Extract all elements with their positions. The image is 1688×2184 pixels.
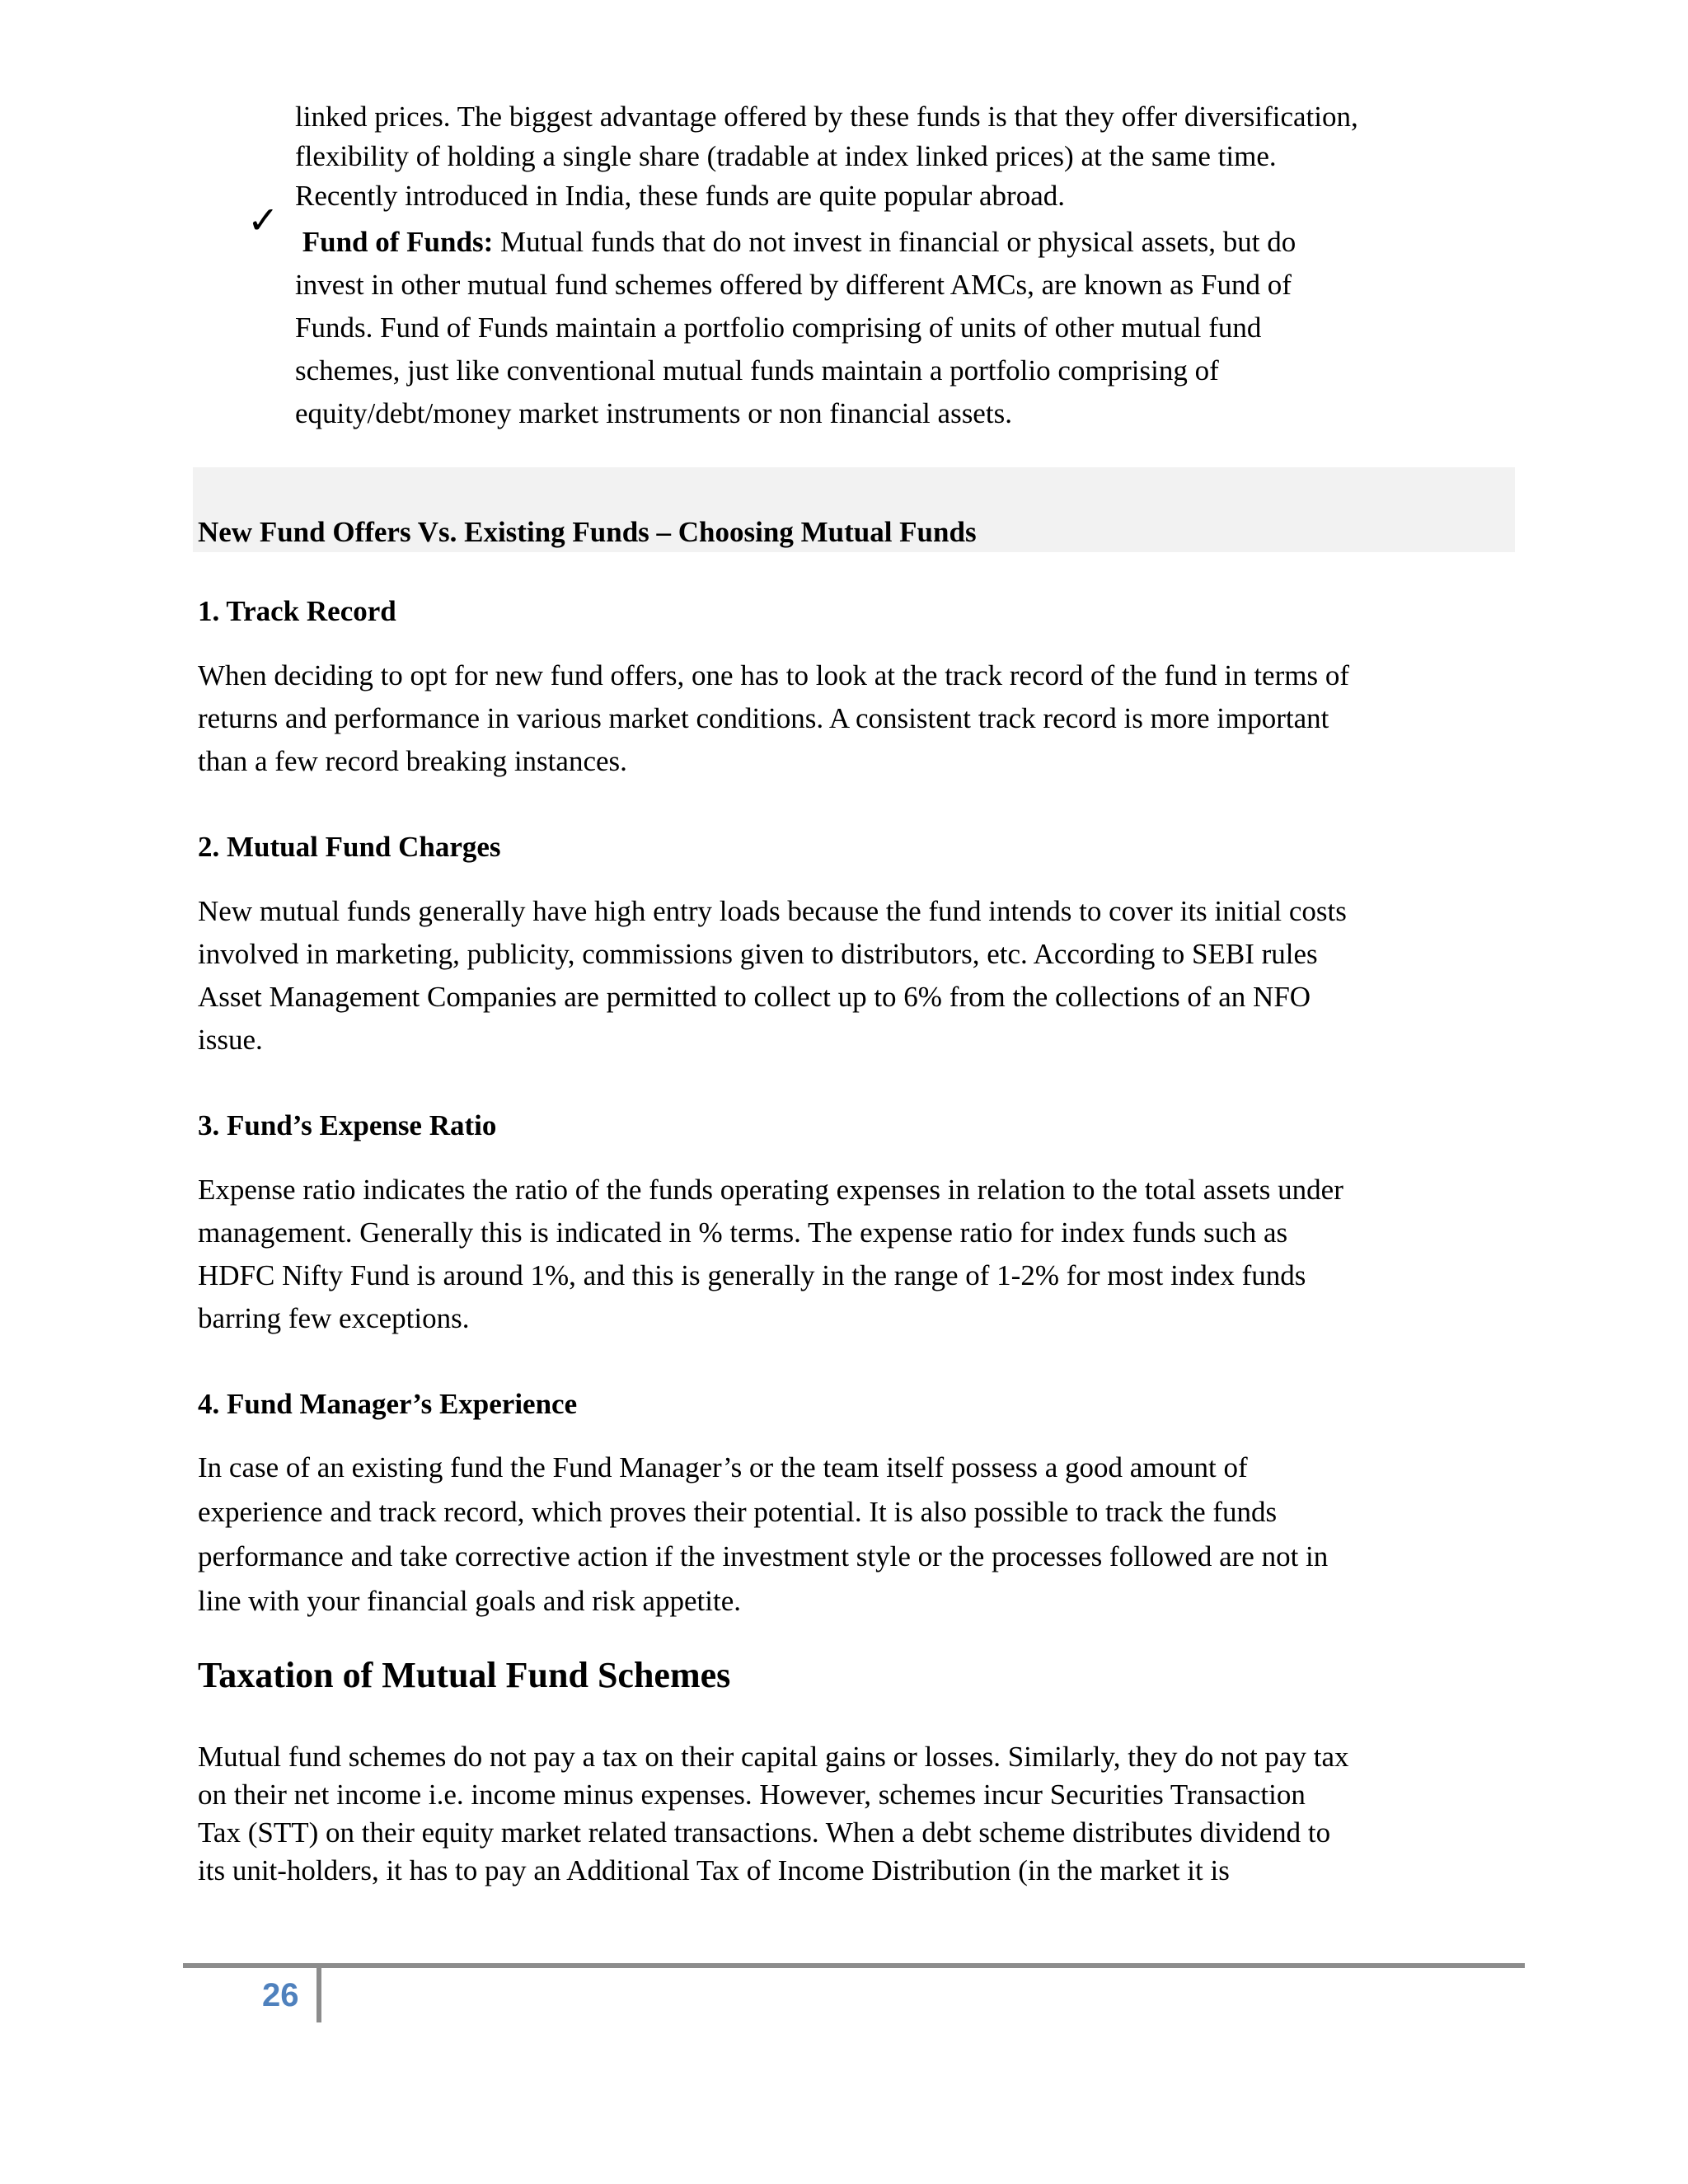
criterion-paragraph: [198, 654, 1517, 783]
paragraph-line: Expense ratio indicates the ratio of the funds operating expenses in relation to the total assets under: [198, 1174, 1343, 1206]
criterion-paragraph: [198, 1446, 1517, 1624]
page-number: 26: [262, 1977, 299, 2013]
paragraph-line: issue.: [198, 1024, 263, 1056]
criterion-paragraph: [198, 1169, 1517, 1340]
footer-rule: [183, 1963, 1525, 1968]
paragraph-line: barring few exceptions.: [198, 1302, 470, 1334]
paragraph-line: HDFC Nifty Fund is around 1%, and this is generally in the range of 1-2% for most index funds: [198, 1259, 1306, 1291]
paragraph-line: involved in marketing, publicity, commissions given to distributors, etc. According to SEBI rules: [198, 938, 1318, 970]
paragraph-line: Asset Management Companies are permitted to collect up to 6% from the collections of an NFO: [198, 981, 1311, 1013]
intro-line: Recently introduced in India, these funds are quite popular abroad.: [295, 180, 1065, 212]
fund-of-funds-line: invest in other mutual fund schemes offered by different AMCs, are known as Fund of: [295, 269, 1292, 301]
paragraph-line: on their net income i.e. income minus expenses. However, schemes incur Securities Transaction: [198, 1779, 1306, 1811]
paragraph-line: performance and take corrective action if the investment style or the processes followed are not in: [198, 1540, 1329, 1572]
section-heading: New Fund Offers Vs. Existing Funds – Choosing Mutual Funds: [198, 516, 977, 548]
paragraph-line: than a few record breaking instances.: [198, 745, 627, 777]
fund-of-funds-line: schemes, just like conventional mutual funds maintain a portfolio comprising of: [295, 354, 1219, 387]
criterion-paragraph: [198, 890, 1517, 1062]
paragraph-line: returns and performance in various market conditions. A consistent track record is more important: [198, 702, 1329, 734]
fund-of-funds-line: Fund of Funds: Mutual funds that do not invest in financial or physical assets, but do: [302, 226, 1296, 258]
taxation-heading: Taxation of Mutual Fund Schemes: [198, 1655, 731, 1695]
paragraph-line: experience and track record, which proves their potential. It is also possible to track the funds: [198, 1496, 1278, 1528]
paragraph-line: its unit-holders, it has to pay an Additional Tax of Income Distribution (in the market it is: [198, 1854, 1230, 1886]
fund-of-funds-paragraph: [295, 221, 1498, 435]
fund-of-funds-line: equity/debt/money market instruments or non financial assets.: [295, 397, 1012, 429]
paragraph-line: Mutual fund schemes do not pay a tax on their capital gains or losses. Similarly, they do not pay tax: [198, 1741, 1349, 1773]
paragraph-line: New mutual funds generally have high entry loads because the fund intends to cover its initial costs: [198, 895, 1347, 927]
paragraph-line: Tax (STT) on their equity market related transactions. When a debt scheme distributes dividend to: [198, 1816, 1331, 1849]
checkmark-icon: ✓: [247, 198, 279, 242]
criterion-title: 4. Fund Manager’s Experience: [198, 1388, 578, 1420]
criterion-title: 1. Track Record: [198, 595, 396, 627]
taxation-paragraph: [198, 1738, 1517, 1890]
intro-line: flexibility of holding a single share (tradable at index linked prices) at the same time.: [295, 140, 1277, 172]
intro-paragraph: [295, 97, 1498, 216]
criterion-title: 2. Mutual Fund Charges: [198, 831, 501, 863]
fund-of-funds-title: Fund of Funds:: [302, 226, 494, 258]
criterion-title: 3. Fund’s Expense Ratio: [198, 1109, 497, 1141]
paragraph-line: When deciding to opt for new fund offers, one has to look at the track record of the fund in terms of: [198, 659, 1349, 691]
paragraph-line: In case of an existing fund the Fund Manager’s or the team itself possess a good amount of: [198, 1451, 1248, 1483]
footer-divider: [316, 1963, 321, 2022]
paragraph-line: line with your financial goals and risk appetite.: [198, 1585, 741, 1617]
intro-line: linked prices. The biggest advantage offered by these funds is that they offer diversification,: [295, 101, 1358, 133]
paragraph-line: management. Generally this is indicated in % terms. The expense ratio for index funds such as: [198, 1216, 1288, 1249]
fund-of-funds-line: Funds. Fund of Funds maintain a portfolio comprising of units of other mutual fund: [295, 312, 1262, 344]
